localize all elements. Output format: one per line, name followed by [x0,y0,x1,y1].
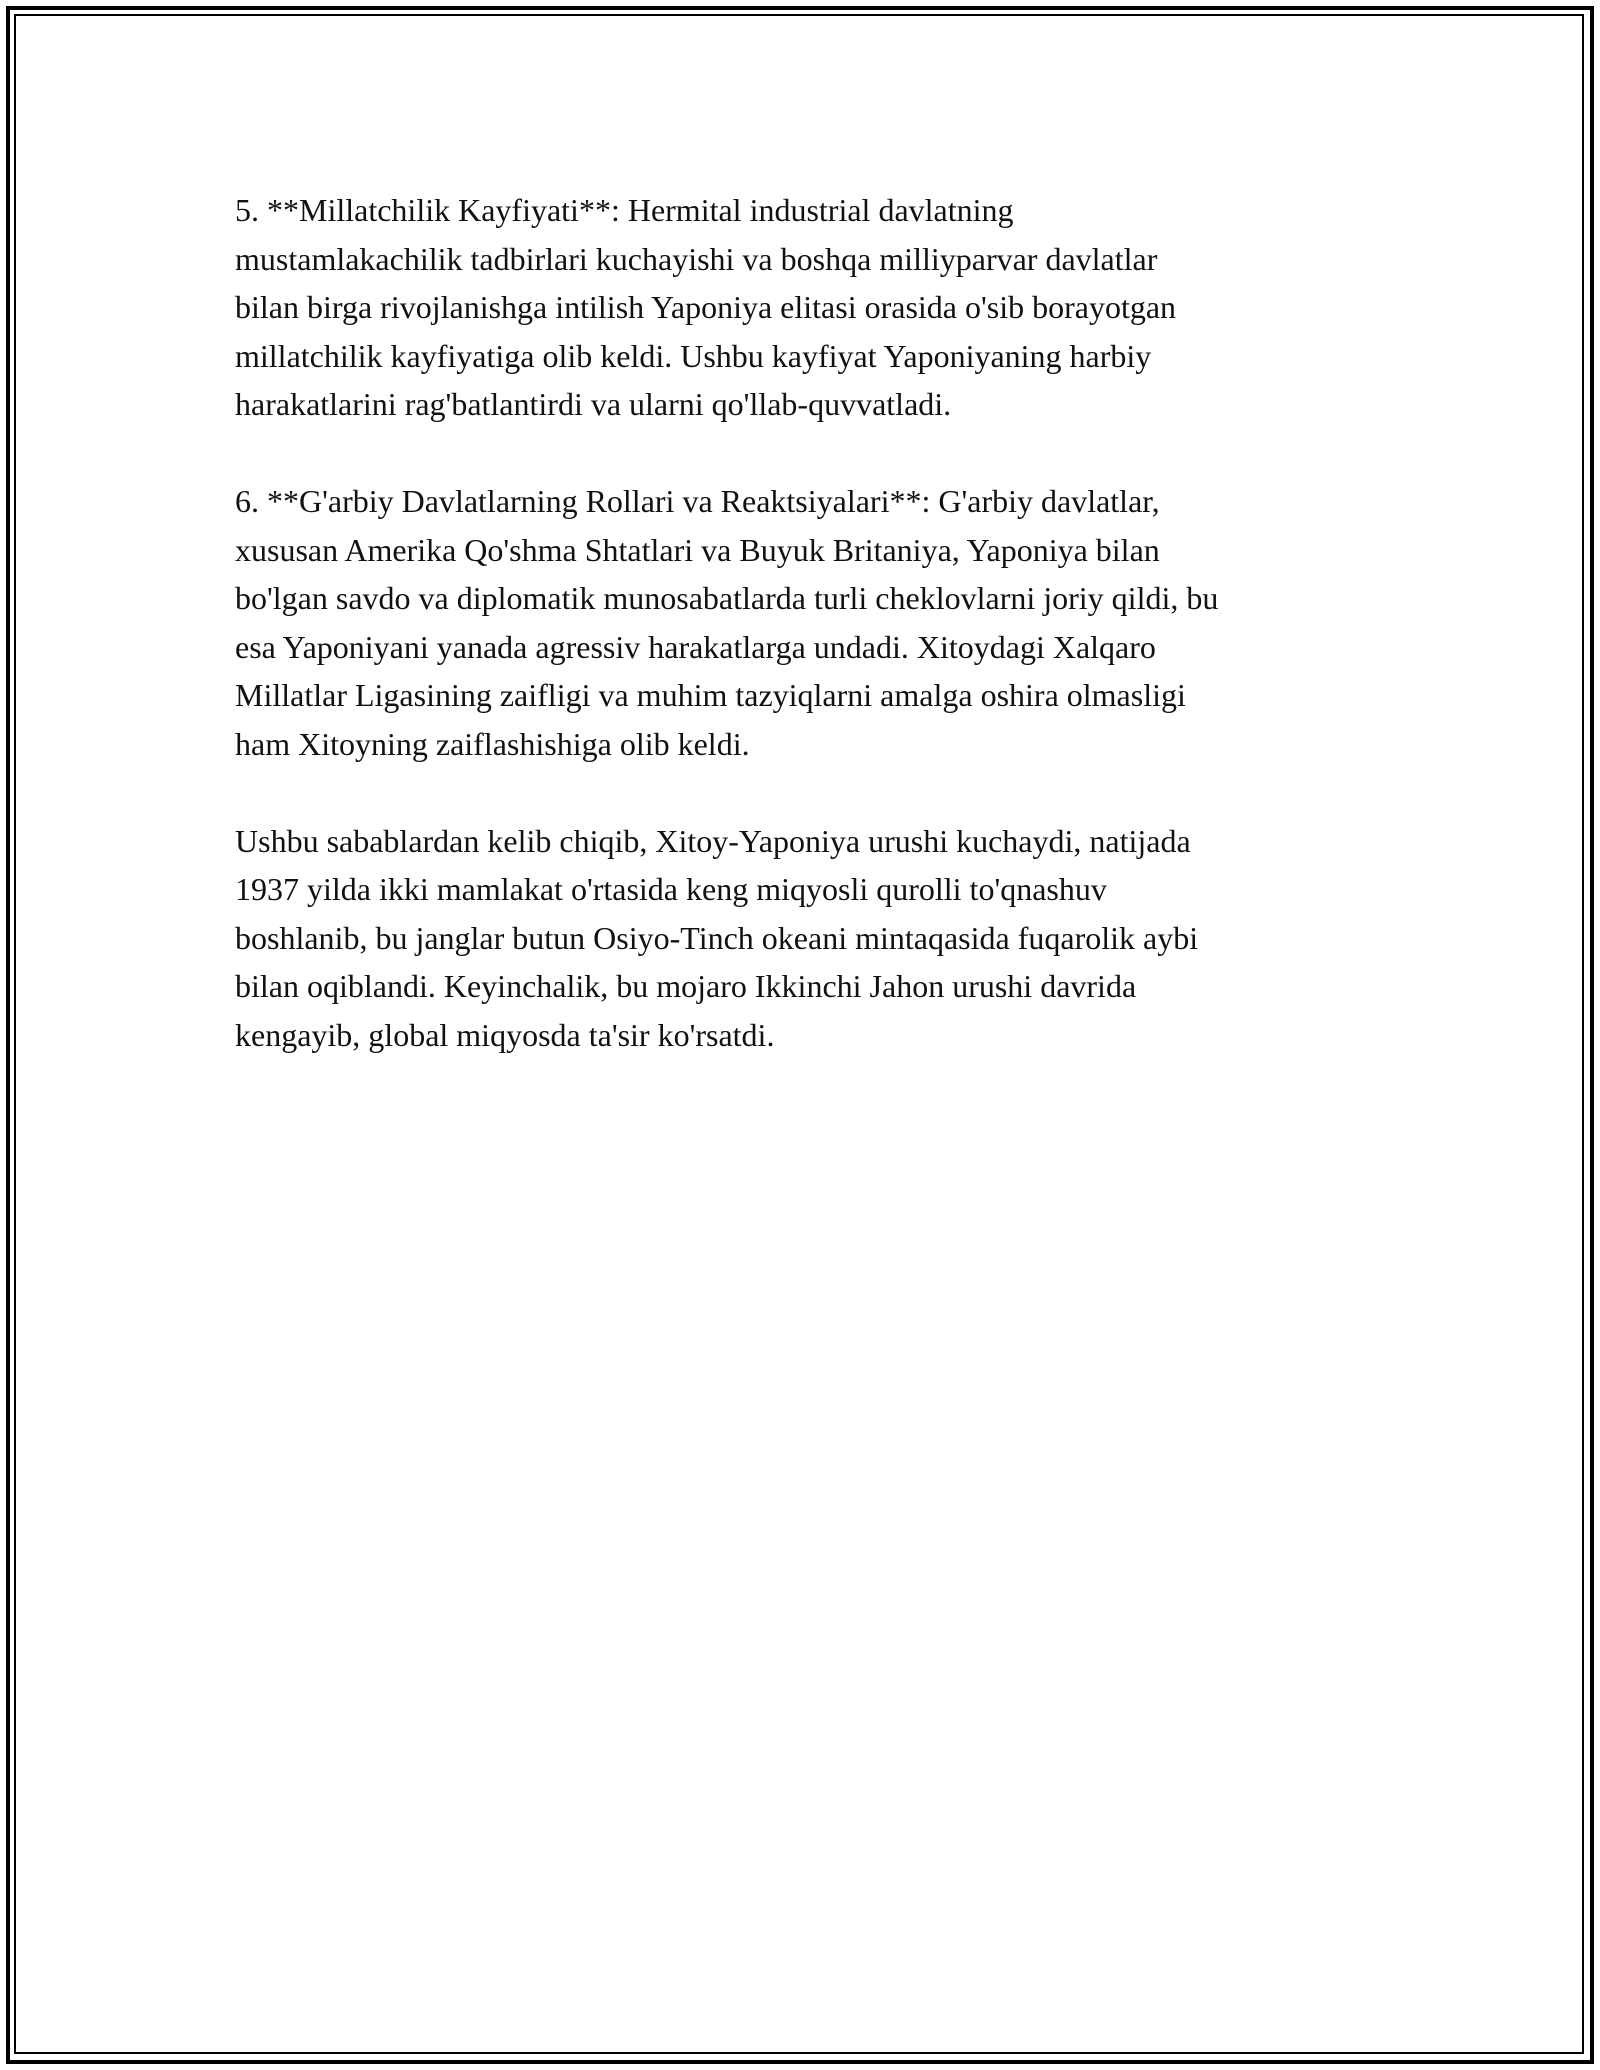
paragraph-nationalist-sentiment: 5. **Millatchilik Kayfiyati**: Hermital industrial davlatning mustamlakachilik tadbirlari kuchayishi va boshqa milliyparvar davlatlar bilan birga rivojlanishga intilish Yaponiya elitasi orasida o'sib borayotgan millatchilik kayfiyatiga olib keldi. Ushbu kayfiyat Yaponiyaning harbiy harakatlarini rag'batlantirdi va ularni qo'llab-quvvatladi. [235,192,1177,422]
document-body [235,186,1415,1108]
paragraph-western-powers: 6. **G'arbiy Davlatlarning Rollari va Reaktsiyalari**: G'arbiy davlatlar, xususan Amerika Qo'shma Shtatlari va Buyuk Britaniya, Yaponiya bilan bo'lgan savdo va diplomatik munosabatlarda turli cheklovlarni joriy qildi, bu esa Yaponiyani yanada agressiv harakatlarga undadi. Xitoydagi Xalqaro Millatlar Ligasining zaifligi va muhim tazyiqlarni amalga oshira olmasligi ham Xitoyning zaiflashishiga olib keldi. [235,483,1219,762]
paragraph-conclusion: Ushbu sabablardan kelib chiqib, Xitoy-Yaponiya urushi kuchaydi, natijada 1937 yilda ikki mamlakat o'rtasida keng miqyosli qurolli to'qnashuv boshlanib, bu janglar butun Osiyo-Tinch okeani mintaqasida fuqarolik aybi bilan oqiblandi. Keyinchalik, bu mojaro Ikkinchi Jahon urushi davrida kengayib, global miqyosda ta'sir ko'rsatdi. [235,822,1199,1053]
